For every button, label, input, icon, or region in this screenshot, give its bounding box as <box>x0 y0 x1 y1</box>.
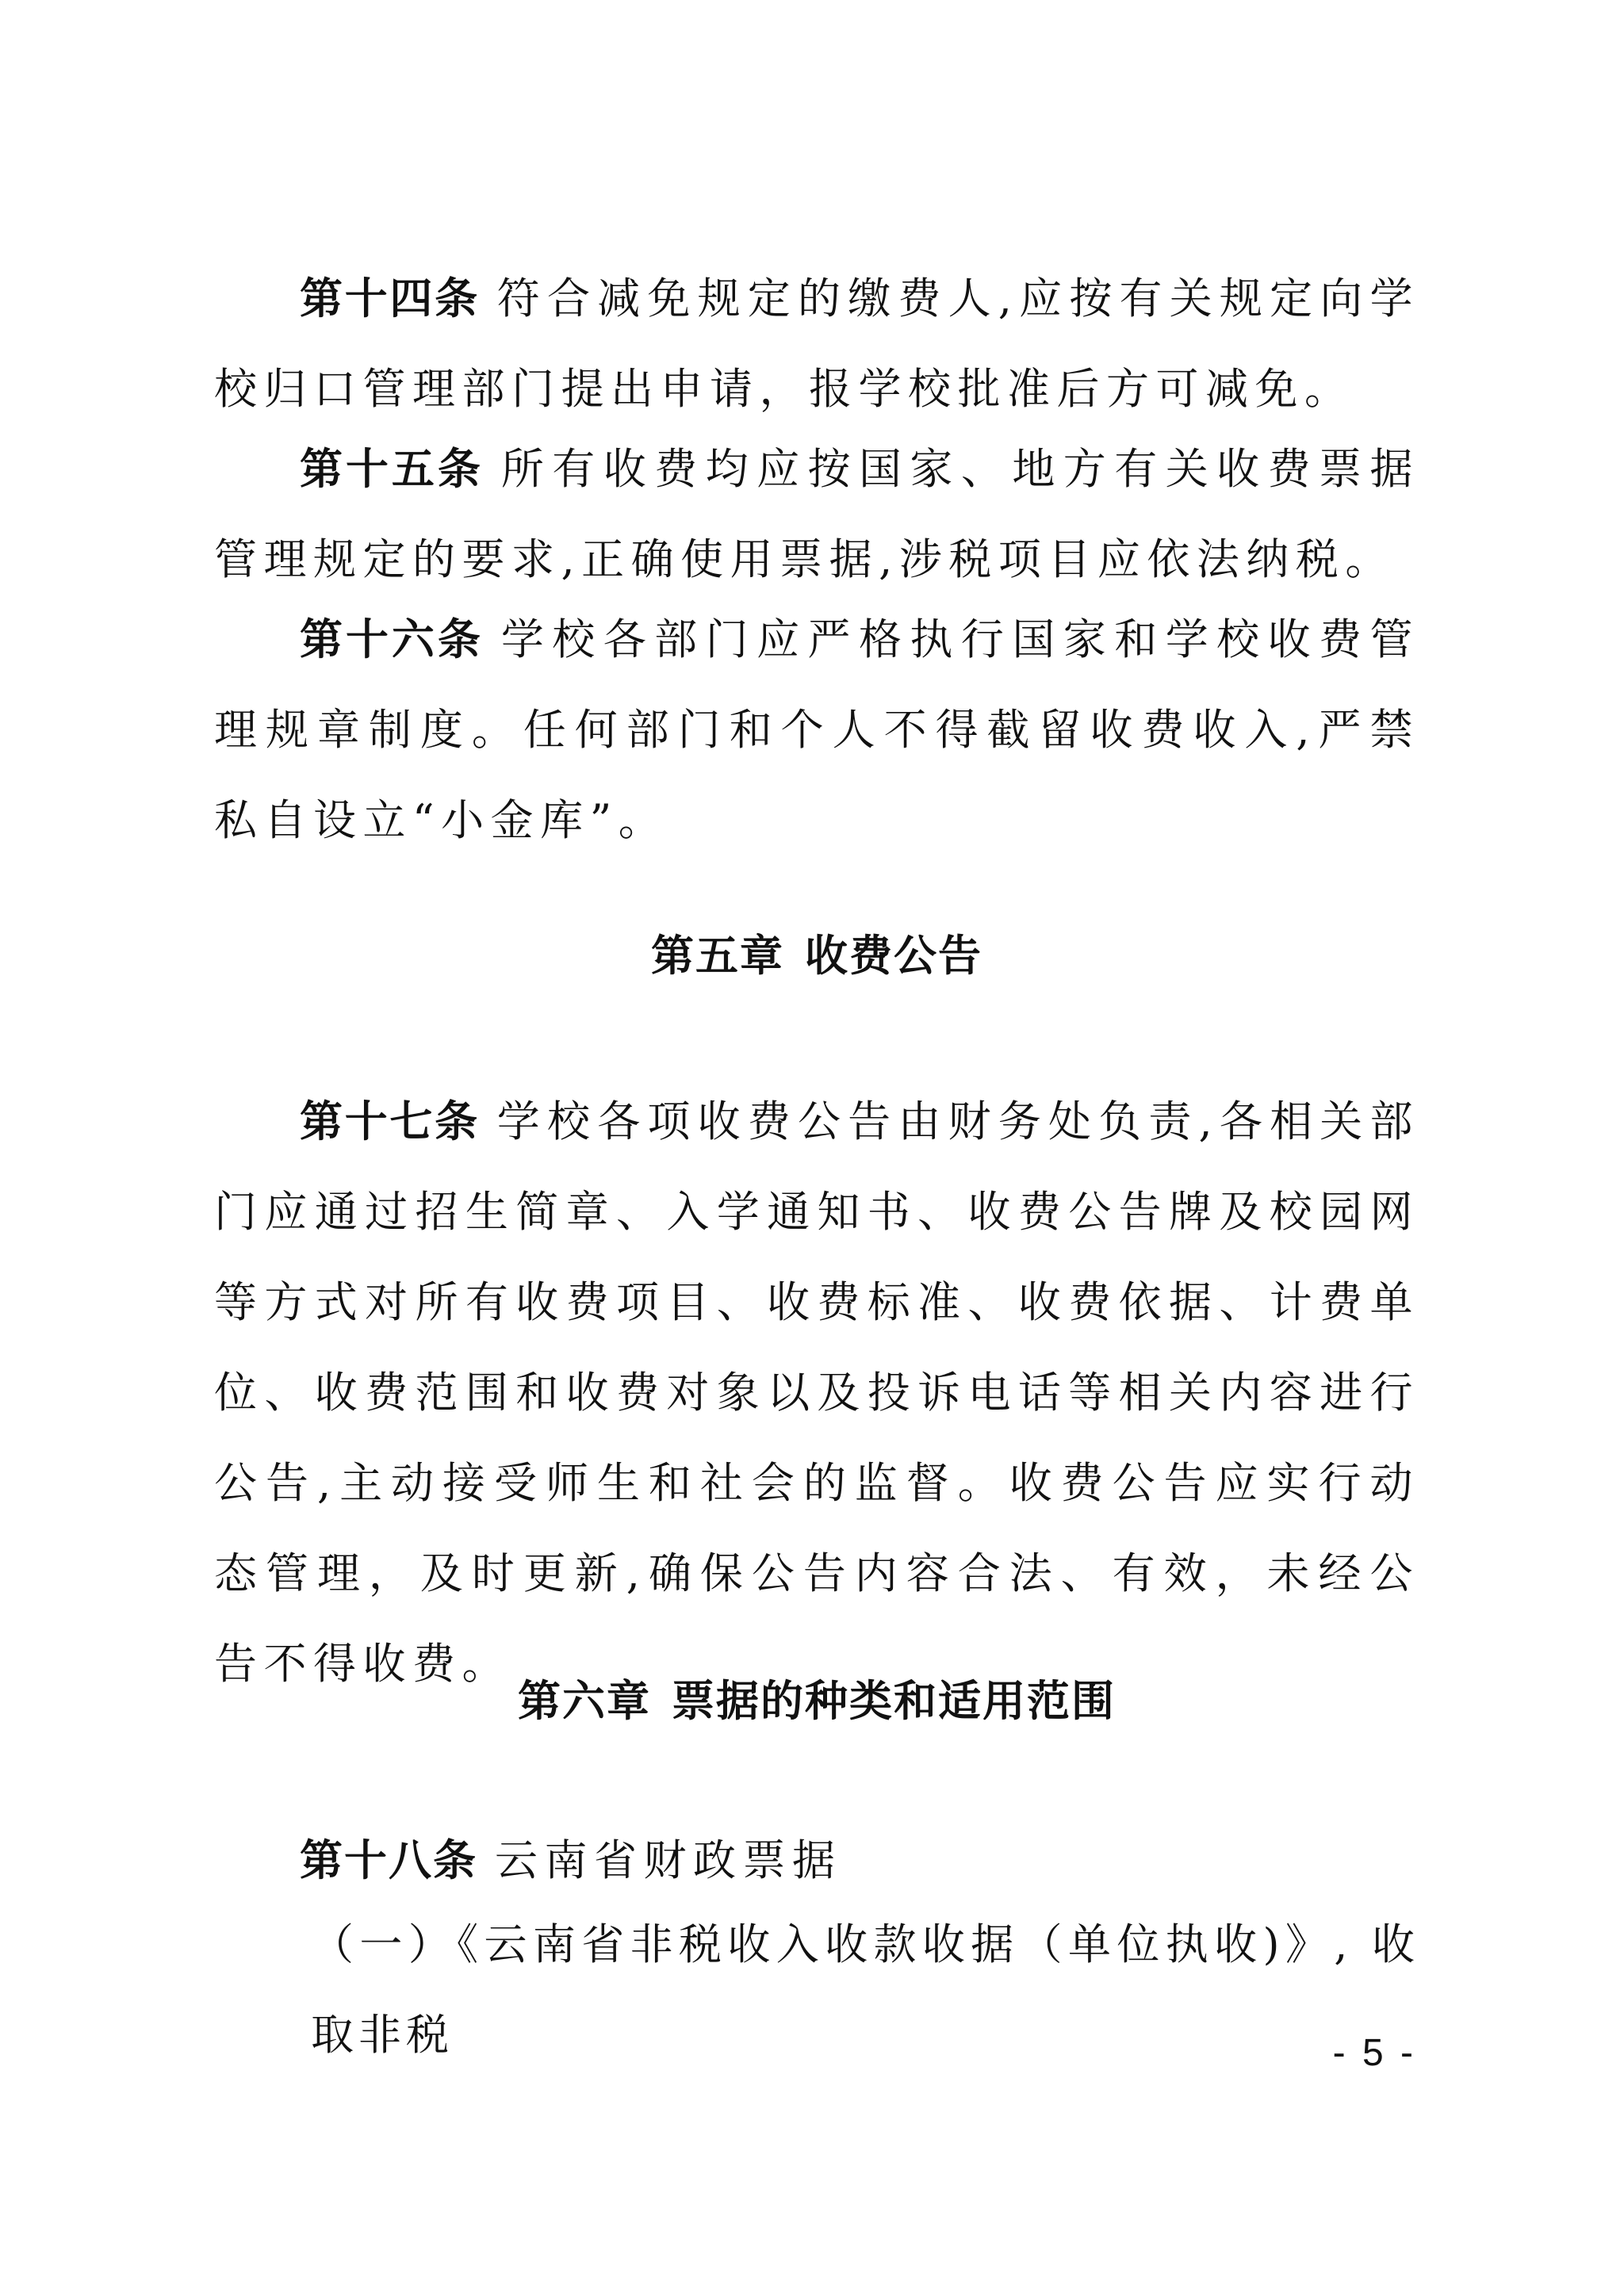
article-number: 第十八条 <box>300 1835 477 1885</box>
article-text: 所有收费均应按国家、地方有关收费票据管理规定的要求,正确使用票据,涉税项目应依法纳税。 <box>214 444 1420 584</box>
chapter-heading <box>214 924 1419 988</box>
article-text: 云南省财政票据 <box>495 1835 842 1885</box>
article-number: 第十七条 <box>300 1096 480 1146</box>
article-17 <box>214 1077 1419 1709</box>
article-16 <box>214 595 1419 866</box>
list-item <box>311 1900 1419 2080</box>
article-14 <box>214 254 1419 434</box>
item-text: 《云南省非税收入收款收据（单位执收)》, 收取非税 <box>311 1919 1419 2060</box>
article-text: 符合减免规定的缴费人,应按有关规定向学校归口管理部门提出申请，报学校批准后方可减免。 <box>214 274 1420 414</box>
article-text: 学校各项收费公告由财务处负责,各相关部门应通过招生简章、入学通知书、收费公告牌及校园网等方式对所有收费项目、收费标准、收费依据、计费单位、收费范围和收费对象以及投诉电话等相关内容进行公告,主动接受师生和社会的监督。收费公告应实行动态管理，及时更新,确保公告内容合法、有效，未经公告不得收费。 <box>214 1096 1420 1689</box>
chapter-heading <box>214 1670 1419 1733</box>
article-number: 第十四条 <box>300 274 480 323</box>
article-number: 第十五条 <box>300 444 484 494</box>
chapter-title: 收费公告 <box>805 931 982 981</box>
chapter-title: 票据的种类和适用范围 <box>672 1676 1116 1726</box>
article-18 <box>214 1816 1419 1906</box>
article-15 <box>214 424 1419 605</box>
article-text: 学校各部门应严格执行国家和学校收费管理规章制度。任何部门和个人不得截留收费收入,严禁私自设立“小金库”。 <box>214 614 1420 845</box>
item-label: （一） <box>311 1919 458 1969</box>
article-number: 第十六条 <box>300 614 484 664</box>
page-number: - 5 - <box>1332 2032 1416 2074</box>
chapter-number: 第五章 <box>651 931 784 981</box>
chapter-number: 第六章 <box>518 1676 651 1726</box>
